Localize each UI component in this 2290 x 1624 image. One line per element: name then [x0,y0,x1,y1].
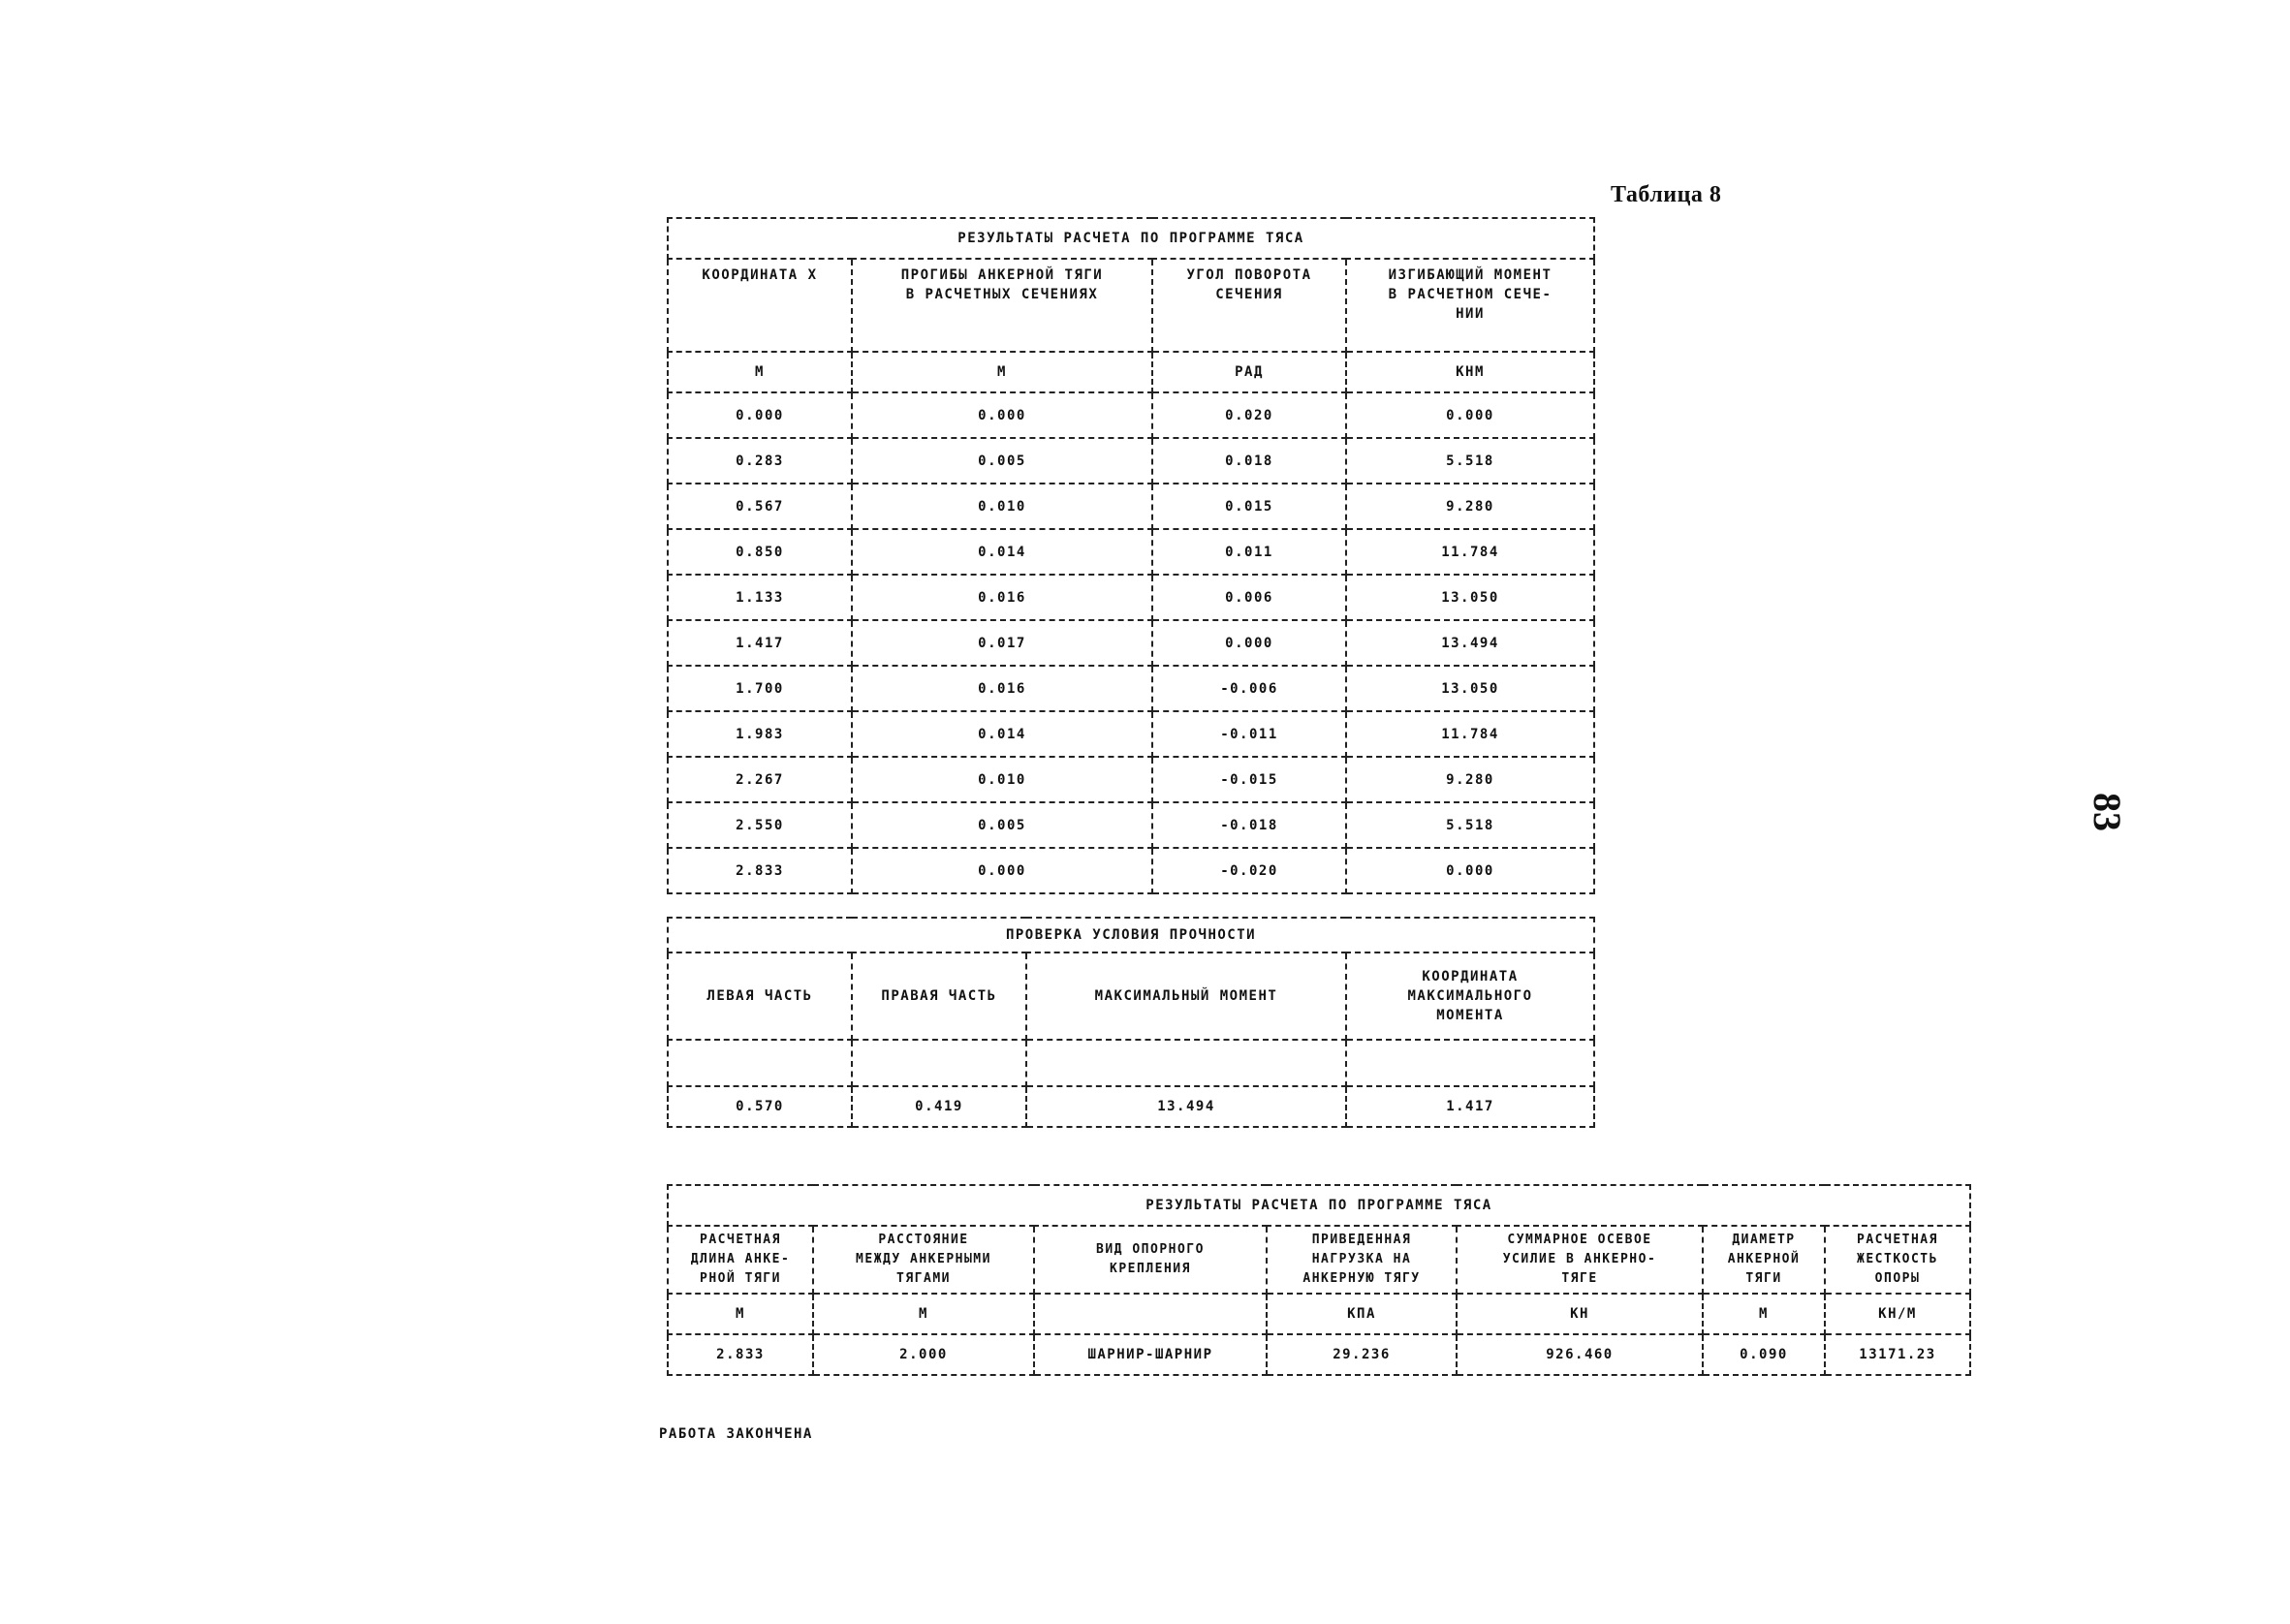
cell-rotation: 0.006 [1152,575,1346,620]
cell-moment: 13.050 [1346,575,1594,620]
cell-max-moment: 13.494 [1026,1086,1346,1127]
results-header-row [668,259,1594,352]
cell-deflection: 0.016 [852,666,1152,711]
anchor-summary-table [667,1184,1971,1376]
cell-right-part: 0.419 [852,1086,1026,1127]
cell-coordinate: 2.550 [668,802,852,848]
table-row [668,757,1594,802]
unit-deflection: М [852,352,1152,392]
cell-deflection: 0.016 [852,575,1152,620]
cell-moment: 0.000 [1346,392,1594,438]
cell-axial-force: 926.460 [1457,1334,1703,1375]
cell-max-moment-coordinate: 1.417 [1346,1086,1594,1127]
header-moment: ИЗГИБАЮЩИЙ МОМЕНТ В РАСЧЕТНОМ СЕЧЕ- НИИ [1346,259,1594,352]
unit-rotation: РАД [1152,352,1346,392]
cell-rotation: -0.011 [1152,711,1346,757]
header-right-part: ПРАВАЯ ЧАСТЬ [852,953,1026,1040]
unit-reduced-load: КПА [1267,1294,1457,1334]
strength-title-row [668,918,1594,953]
cell-rotation: -0.006 [1152,666,1346,711]
header-rod-spacing: РАССТОЯНИЕ МЕЖДУ АНКЕРНЫМИ ТЯГАМИ [813,1226,1034,1294]
cell-deflection: 0.000 [852,392,1152,438]
header-axial-force: СУММАРНОЕ ОСЕВОЕ УСИЛИЕ В АНКЕРНО- ТЯГЕ [1457,1226,1703,1294]
cell-rotation: -0.015 [1152,757,1346,802]
table-row [668,620,1594,666]
cell-rotation: 0.018 [1152,438,1346,484]
cell-coordinate: 1.700 [668,666,852,711]
cell-reduced-load: 29.236 [1267,1334,1457,1375]
table-row [668,575,1594,620]
cell-coordinate: 1.417 [668,620,852,666]
cell-deflection: 0.000 [852,848,1152,893]
cell-rotation: 0.000 [1152,620,1346,666]
cell-rod-diameter: 0.090 [1703,1334,1825,1375]
unit-moment: КНМ [1346,352,1594,392]
header-support-stiffness: РАСЧЕТНАЯ ЖЕСТКОСТЬ ОПОРЫ [1825,1226,1970,1294]
results-title-row [668,218,1594,259]
results-title: РЕЗУЛЬТАТЫ РАСЧЕТА ПО ПРОГРАММЕ ТЯСА [668,218,1594,259]
table-row [668,529,1594,575]
cell-deflection: 0.005 [852,802,1152,848]
empty-cell [668,1040,852,1086]
cell-moment: 9.280 [1346,484,1594,529]
table-row [668,1334,1970,1375]
cell-support-type: ШАРНИР-ШАРНИР [1034,1334,1267,1375]
cell-rotation: 0.020 [1152,392,1346,438]
results-units-row [668,352,1594,392]
table-row [668,848,1594,893]
cell-rod-spacing: 2.000 [813,1334,1034,1375]
summary-header-row [668,1226,1970,1294]
header-rod-diameter: ДИАМЕТР АНКЕРНОЙ ТЯГИ [1703,1226,1825,1294]
header-reduced-load: ПРИВЕДЕННАЯ НАГРУЗКА НА АНКЕРНУЮ ТЯГУ [1267,1226,1457,1294]
cell-coordinate: 2.833 [668,848,852,893]
empty-cell [1346,1040,1594,1086]
cell-support-stiffness: 13171.23 [1825,1334,1970,1375]
cell-moment: 5.518 [1346,802,1594,848]
table-row [668,484,1594,529]
strength-header-row [668,953,1594,1040]
cell-coordinate: 0.283 [668,438,852,484]
cell-rotation: 0.015 [1152,484,1346,529]
strength-title: ПРОВЕРКА УСЛОВИЯ ПРОЧНОСТИ [668,918,1594,953]
header-max-moment: МАКСИМАЛЬНЫЙ МОМЕНТ [1026,953,1346,1040]
strength-empty-row [668,1040,1594,1086]
cell-coordinate: 0.567 [668,484,852,529]
unit-axial-force: КН [1457,1294,1703,1334]
cell-coordinate: 1.133 [668,575,852,620]
header-coordinate: КООРДИНАТА Х [668,259,852,352]
unit-coordinate: М [668,352,852,392]
header-rotation: УГОЛ ПОВОРОТА СЕЧЕНИЯ [1152,259,1346,352]
summary-title-row [668,1185,1970,1226]
summary-title: РЕЗУЛЬТАТЫ РАСЧЕТА ПО ПРОГРАММЕ ТЯСА [668,1185,1970,1226]
cell-coordinate: 1.983 [668,711,852,757]
cell-coordinate: 0.850 [668,529,852,575]
cell-rotation: -0.018 [1152,802,1346,848]
table-row [668,666,1594,711]
cell-moment: 9.280 [1346,757,1594,802]
cell-deflection: 0.017 [852,620,1152,666]
cell-moment: 13.494 [1346,620,1594,666]
table-row [668,802,1594,848]
cell-deflection: 0.005 [852,438,1152,484]
table-row [668,392,1594,438]
header-left-part: ЛЕВАЯ ЧАСТЬ [668,953,852,1040]
strength-check-table [667,917,1595,1128]
table-label: Таблица 8 [1611,182,1722,207]
cell-moment: 5.518 [1346,438,1594,484]
table-row [668,438,1594,484]
table-row [668,711,1594,757]
header-support-type: ВИД ОПОРНОГО КРЕПЛЕНИЯ [1034,1226,1267,1294]
unit-support-type [1034,1294,1267,1334]
unit-rod-diameter: М [1703,1294,1825,1334]
unit-rod-length: М [668,1294,813,1334]
unit-rod-spacing: М [813,1294,1034,1334]
cell-left-part: 0.570 [668,1086,852,1127]
empty-cell [1026,1040,1346,1086]
empty-cell [852,1040,1026,1086]
cell-deflection: 0.010 [852,484,1152,529]
cell-deflection: 0.010 [852,757,1152,802]
unit-support-stiffness: КН/М [1825,1294,1970,1334]
cell-moment: 11.784 [1346,711,1594,757]
page-number: 83 [2086,793,2129,831]
cell-deflection: 0.014 [852,529,1152,575]
cell-moment: 11.784 [1346,529,1594,575]
header-max-moment-coordinate: КООРДИНАТА МАКСИМАЛЬНОГО МОМЕНТА [1346,953,1594,1040]
cell-moment: 0.000 [1346,848,1594,893]
results-table [667,217,1595,894]
cell-deflection: 0.014 [852,711,1152,757]
cell-moment: 13.050 [1346,666,1594,711]
cell-rotation: 0.011 [1152,529,1346,575]
job-finished-line: РАБОТА ЗАКОНЧЕНА [659,1426,813,1442]
summary-units-row [668,1294,1970,1334]
cell-coordinate: 0.000 [668,392,852,438]
cell-rotation: -0.020 [1152,848,1346,893]
cell-coordinate: 2.267 [668,757,852,802]
header-rod-length: РАСЧЕТНАЯ ДЛИНА АНКЕ- РНОЙ ТЯГИ [668,1226,813,1294]
table-row [668,1086,1594,1127]
cell-rod-length: 2.833 [668,1334,813,1375]
header-deflection: ПРОГИБЫ АНКЕРНОЙ ТЯГИ В РАСЧЕТНЫХ СЕЧЕНИЯХ [852,259,1152,352]
